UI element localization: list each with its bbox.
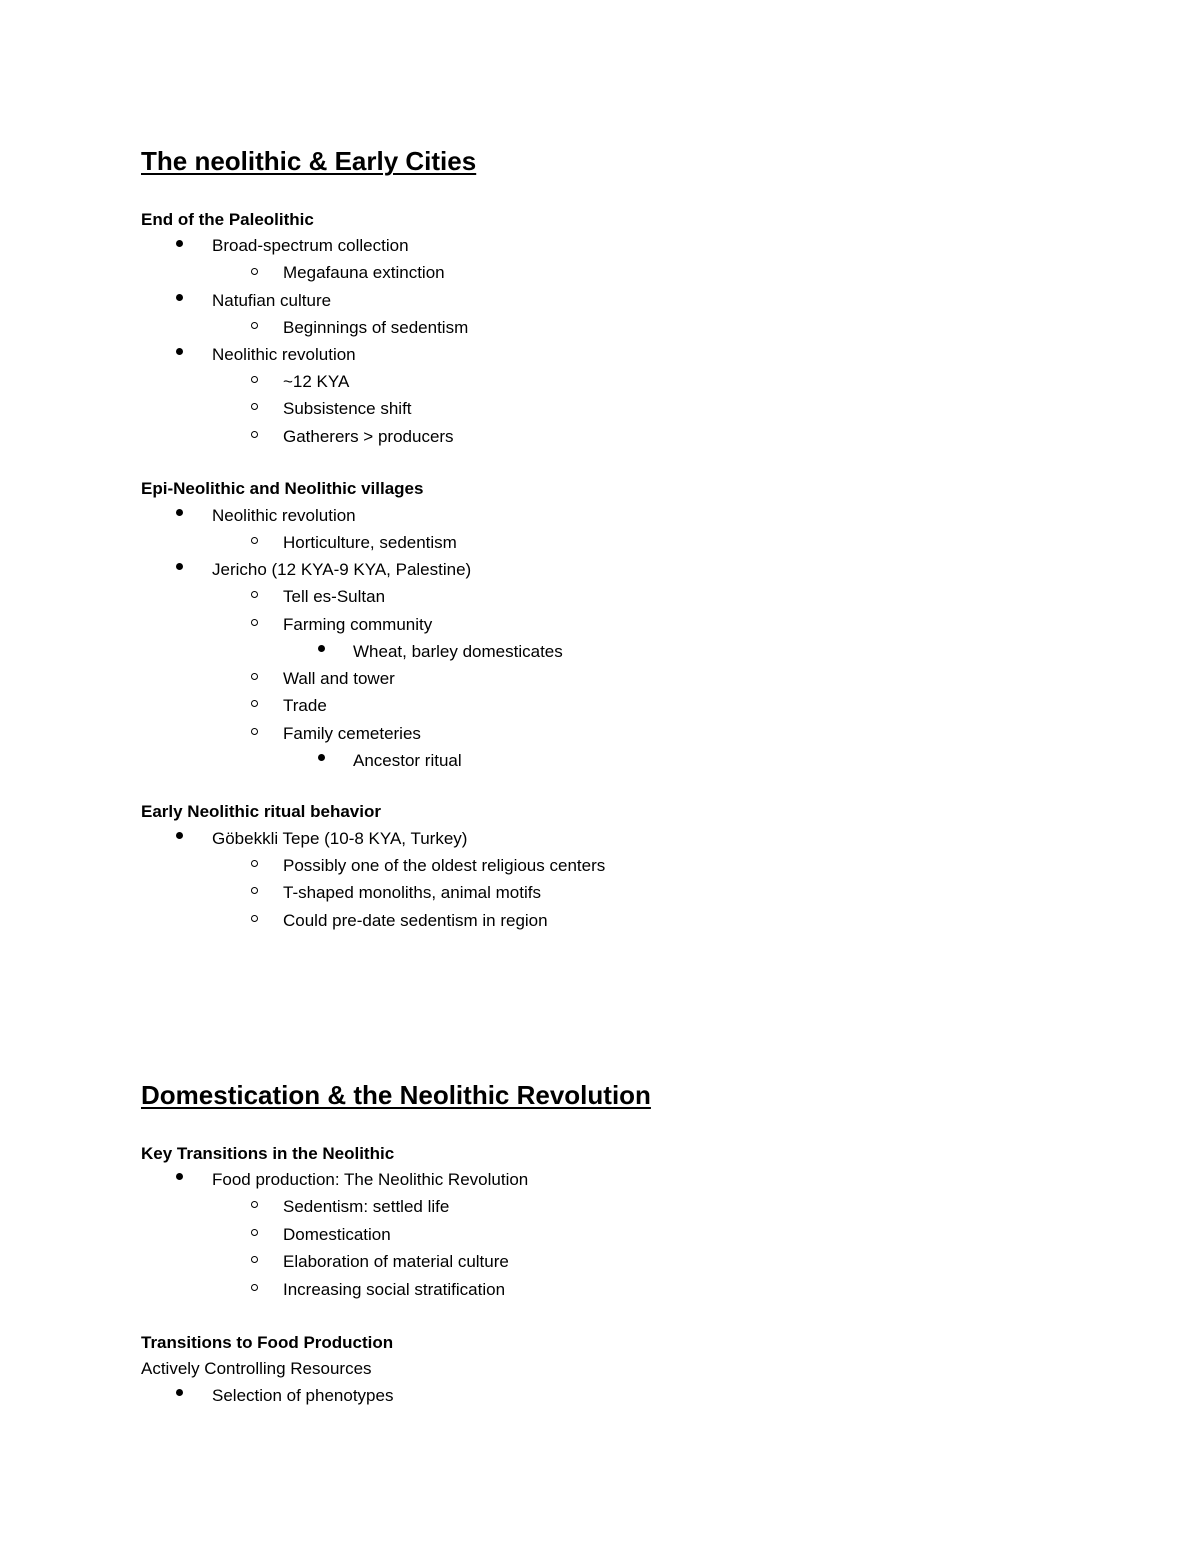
bullet-icon [176, 509, 183, 516]
list-item: Increasing social stratification [283, 1280, 506, 1299]
circle-bullet-icon [251, 431, 258, 438]
list-item: Megafauna extinction [283, 263, 445, 282]
list-item: Neolithic revolution [212, 506, 356, 525]
list-item: Gatherers > producers [283, 427, 454, 446]
bullet-icon [318, 754, 325, 761]
list-item: Sedentism: settled life [283, 1197, 450, 1216]
section-title: The neolithic & Early Cities [141, 146, 477, 176]
bullet-icon [176, 348, 183, 355]
list-item: Jericho (12 KYA-9 KYA, Palestine) [212, 560, 472, 579]
circle-bullet-icon [251, 700, 258, 707]
list-item: Ancestor ritual [353, 751, 462, 770]
list-item: Domestication [283, 1225, 391, 1244]
list-item: Farming community [283, 615, 433, 634]
section-heading: End of the Paleolithic [141, 210, 314, 229]
list-item: Wall and tower [283, 669, 395, 688]
circle-bullet-icon [251, 728, 258, 735]
list-item: Neolithic revolution [212, 345, 356, 364]
circle-bullet-icon [251, 1284, 258, 1291]
section-subheading: Actively Controlling Resources [141, 1359, 372, 1378]
bullet-icon [176, 1389, 183, 1396]
list-item: Possibly one of the oldest religious centers [283, 856, 606, 875]
bullet-icon [176, 832, 183, 839]
circle-bullet-icon [251, 673, 258, 680]
list-item: Elaboration of material culture [283, 1252, 509, 1271]
circle-bullet-icon [251, 376, 258, 383]
list-item: Wheat, barley domesticates [353, 642, 563, 661]
section-heading: Transitions to Food Production [141, 1333, 394, 1352]
circle-bullet-icon [251, 322, 258, 329]
circle-bullet-icon [251, 860, 258, 867]
list-item: Beginnings of sedentism [283, 318, 469, 337]
section-heading: Early Neolithic ritual behavior [141, 802, 381, 821]
bullet-icon [318, 645, 325, 652]
circle-bullet-icon [251, 537, 258, 544]
list-item: Tell es-Sultan [283, 587, 386, 606]
list-item: Could pre-date sedentism in region [283, 911, 548, 930]
circle-bullet-icon [251, 403, 258, 410]
bullet-icon [176, 294, 183, 301]
list-item: Family cemeteries [283, 724, 421, 743]
section-title: Domestication & the Neolithic Revolution [141, 1080, 651, 1110]
bullet-icon [176, 240, 183, 247]
list-item: Selection of phenotypes [212, 1386, 394, 1405]
circle-bullet-icon [251, 915, 258, 922]
list-item: Broad-spectrum collection [212, 236, 409, 255]
bullet-icon [176, 563, 183, 570]
circle-bullet-icon [251, 1229, 258, 1236]
circle-bullet-icon [251, 887, 258, 894]
section-heading: Epi-Neolithic and Neolithic villages [141, 479, 424, 498]
list-item: Subsistence shift [283, 399, 412, 418]
circle-bullet-icon [251, 268, 258, 275]
circle-bullet-icon [251, 1256, 258, 1263]
list-item: Göbekkli Tepe (10-8 KYA, Turkey) [212, 829, 468, 848]
list-item: Natufian culture [212, 291, 332, 310]
list-item: Horticulture, sedentism [283, 533, 457, 552]
list-item: Food production: The Neolithic Revolution [212, 1170, 529, 1189]
circle-bullet-icon [251, 591, 258, 598]
list-item: ~12 KYA [283, 372, 350, 391]
circle-bullet-icon [251, 1201, 258, 1208]
bullet-icon [176, 1173, 183, 1180]
circle-bullet-icon [251, 619, 258, 626]
list-item: T-shaped monoliths, animal motifs [283, 883, 541, 902]
list-item: Trade [283, 696, 327, 715]
section-heading: Key Transitions in the Neolithic [141, 1144, 395, 1163]
